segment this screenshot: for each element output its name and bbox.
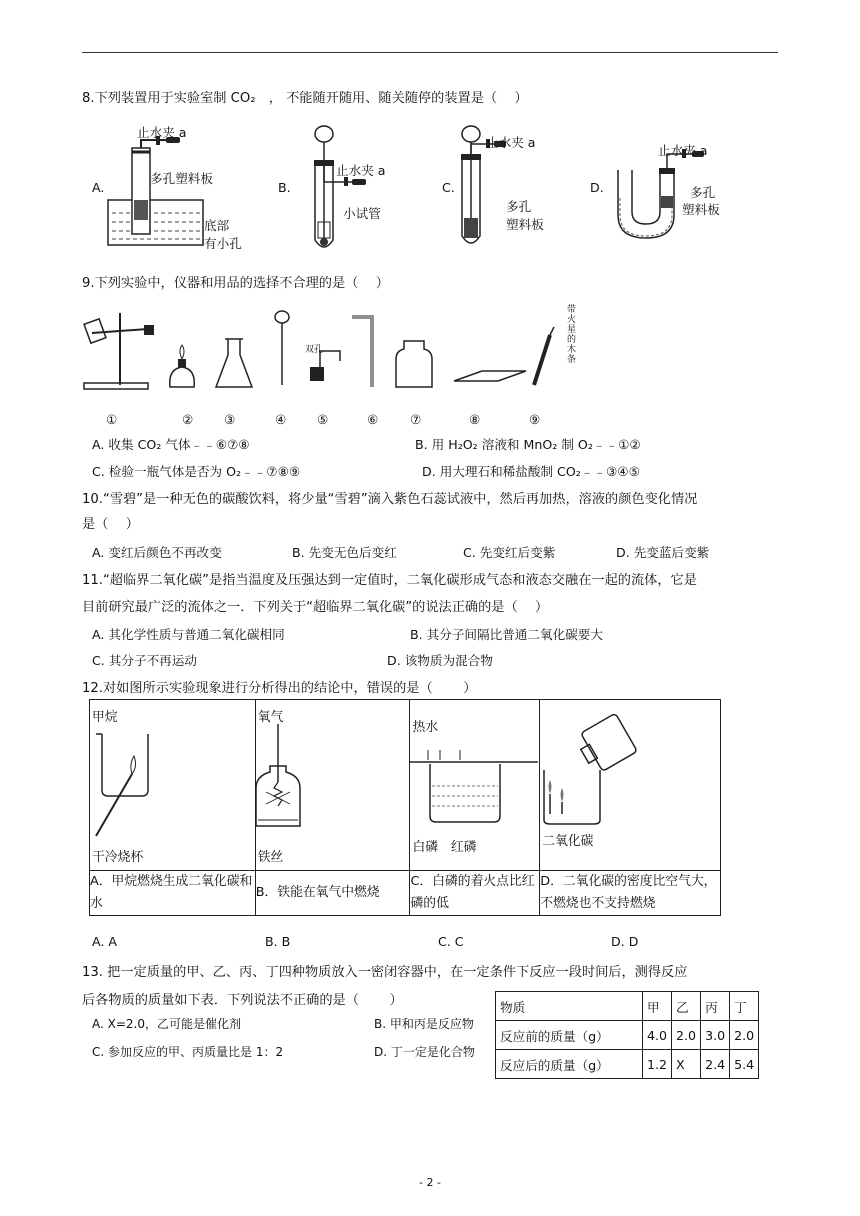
q9-stem: 9.下列实验中，仪器和用品的选择不合理的是（ ） <box>82 276 389 291</box>
q12-stem: 12.对如图所示实验现象进行分析得出的结论中，错误的是（ ） <box>82 681 477 696</box>
q13-cell: 2.0 <box>672 1021 701 1050</box>
q8a-clamp-label: 止水夹 a <box>137 125 187 140</box>
q8-option-c: C. <box>442 180 455 195</box>
page-number: - 2 - <box>419 1176 441 1189</box>
q13-header-cell: 甲 <box>643 992 672 1021</box>
q9-stopper-label: 双孔 <box>305 345 324 355</box>
q9-option-b: B. 用 H₂O₂ 溶液和 MnO₂ 制 O₂﹣﹣①② <box>415 437 641 452</box>
q13-table-header-row <box>496 992 759 1021</box>
q8a-bottom-label-2: 有小孔 <box>204 236 242 251</box>
q12a-beaker-flame-icon <box>94 734 174 844</box>
q8c-plate-label-1: 多孔 <box>506 199 532 214</box>
q13-header-cell: 物质 <box>496 992 643 1021</box>
q12-cell-b <box>255 700 410 871</box>
q9-option-d: D. 用大理石和稀盐酸制 CO₂﹣﹣③④⑤ <box>422 464 640 479</box>
q12d-co2-pour-icon <box>540 714 660 824</box>
q12a-top-label: 甲烷 <box>92 710 118 725</box>
q13-cell: 2.4 <box>701 1050 730 1079</box>
q13-header-cell: 乙 <box>672 992 701 1021</box>
q8b-clamp-label: 止水夹 a <box>336 163 386 178</box>
q9-splint-label: 带火星的木条 <box>567 305 577 365</box>
q11-option-d: D. 该物质为混合物 <box>387 653 493 668</box>
q11-option-a: A. 其化学性质与普通二氧化碳相同 <box>92 627 285 642</box>
q13-table-row <box>496 1021 759 1050</box>
q9-num-8: ⑧ <box>469 412 481 427</box>
q9-num-4: ④ <box>275 412 287 427</box>
q12b-top-label: 氧气 <box>257 710 284 725</box>
q12-option-c: C. C <box>438 934 464 949</box>
q12-caption-c: C．白磷的着火点比红磷的低 <box>410 871 540 916</box>
q12-cell-d <box>540 700 721 871</box>
q8-option-a: A. <box>92 180 105 195</box>
q11-option-c: C. 其分子不再运动 <box>92 653 197 668</box>
q13-option-c: C. 参加反应的甲、丙质量比是 1：2 <box>92 1045 284 1059</box>
q13-option-d: D. 丁一定是化合物 <box>374 1045 475 1059</box>
q9-num-7: ⑦ <box>410 412 422 427</box>
q11-stem-line1: 11.“超临界二氧化碳”是指当温度及压强达到一定值时，二氧化碳形成气态和液态交融在一起的流体，它是 <box>82 573 697 588</box>
q8d-plate-label-1: 多孔 <box>690 185 716 200</box>
q8d-clamp-label: 止水夹 a <box>658 143 708 158</box>
q12-caption-b: B．铁能在氧气中燃烧 <box>255 871 410 916</box>
q12a-bottom-label: 干冷烧杯 <box>92 850 144 865</box>
q11-option-b: B. 其分子间隔比普通二氧化碳要大 <box>410 627 603 642</box>
q8d-plate-label-2: 塑料板 <box>682 202 720 217</box>
q13-header-cell: 丙 <box>701 992 730 1021</box>
q8-option-d: D. <box>590 180 604 195</box>
q8-apparatus-b <box>308 122 398 262</box>
q9-num-2: ② <box>182 412 194 427</box>
q13-option-b: B. 甲和丙是反应物 <box>374 1017 474 1031</box>
q10-option-d: D. 先变蓝后变紫 <box>616 545 710 560</box>
q12b-bottom-label: 铁丝 <box>257 850 284 865</box>
q12c-bottom-label: 白磷 红磷 <box>412 840 477 855</box>
q9-instruments <box>82 305 582 400</box>
q10-stem-line1: 10.“雪碧”是一种无色的碳酸饮料，将少量“雪碧”滴入紫色石蕊试液中，然后再加热，溶液的颜色变化情况 <box>82 492 698 507</box>
header-rule <box>82 52 778 53</box>
q8c-plate-label-2: 塑料板 <box>506 217 544 232</box>
q12d-bottom-label: 二氧化碳 <box>542 834 594 849</box>
q13-cell: 反应前的质量（g） <box>496 1021 643 1050</box>
q9-num-6: ⑥ <box>367 412 379 427</box>
q9-option-a: A. 收集 CO₂ 气体﹣﹣⑥⑦⑧ <box>92 437 250 452</box>
q13-cell: 2.0 <box>730 1021 759 1050</box>
q8a-bottom-label-1: 底部 <box>204 218 230 233</box>
q10-option-a: A. 变红后颜色不再改变 <box>92 545 222 560</box>
q12c-hot-water-beaker-icon <box>410 750 538 830</box>
q12-cell-a <box>90 700 256 871</box>
q9-num-3: ③ <box>224 412 236 427</box>
q8-option-b: B. <box>278 180 291 195</box>
q12-option-b: B. B <box>265 934 291 949</box>
q8c-clamp-label: 止水夹 a <box>486 135 536 150</box>
q9-num-1: ① <box>106 412 118 427</box>
q13-stem-line2: 后各物质的质量如下表．下列说法不正确的是（ ） <box>82 993 403 1008</box>
q13-option-a: A. X=2.0，乙可能是催化剂 <box>92 1017 241 1031</box>
q13-mass-table <box>495 991 759 1079</box>
q13-cell: 3.0 <box>701 1021 730 1050</box>
q8b-tube-label: 小试管 <box>343 206 381 221</box>
q12-caption-d: D．二氧化碳的密度比空气大，不燃烧也不支持燃烧 <box>540 871 721 916</box>
q10-option-c: C. 先变红后变紫 <box>463 545 556 560</box>
q12c-top-label: 热水 <box>412 720 439 735</box>
q13-cell: X <box>672 1050 701 1079</box>
q13-cell: 5.4 <box>730 1050 759 1079</box>
q13-cell: 反应后的质量（g） <box>496 1050 643 1079</box>
q13-stem-line1: 13. 把一定质量的甲、乙、丙、丁四种物质放入一密闭容器中，在一定条件下反应一段时间后，测得反应 <box>82 965 688 980</box>
q12-figure-table <box>89 699 721 916</box>
q12b-iron-wire-jar-icon <box>262 722 342 842</box>
q9-option-c: C. 检验一瓶气体是否为 O₂﹣﹣⑦⑧⑨ <box>92 464 301 479</box>
q12-option-d: D. D <box>611 934 639 949</box>
q9-num-5: ⑤ <box>317 412 329 427</box>
q9-num-9: ⑨ <box>529 412 541 427</box>
q13-table-row <box>496 1050 759 1079</box>
q11-stem-line2: 目前研究最广泛的流体之一．下列关于“超临界二氧化碳”的说法正确的是（ ） <box>82 600 549 615</box>
q12-caption-a: A．甲烷燃烧生成二氧化碳和水 <box>90 871 256 916</box>
q12-cell-c <box>410 700 540 871</box>
q13-cell: 4.0 <box>643 1021 672 1050</box>
q8-stem: 8.下列装置用于实验室制 CO₂ ， 不能随开随用、随关随停的装置是（ ） <box>82 91 528 106</box>
q8a-plate-label: 多孔塑料板 <box>150 171 213 186</box>
q12-option-a: A. A <box>92 934 118 949</box>
q10-stem-line2: 是（ ） <box>82 517 139 532</box>
q13-cell: 1.2 <box>643 1050 672 1079</box>
q10-option-b: B. 先变无色后变红 <box>292 545 397 560</box>
q13-header-cell: 丁 <box>730 992 759 1021</box>
